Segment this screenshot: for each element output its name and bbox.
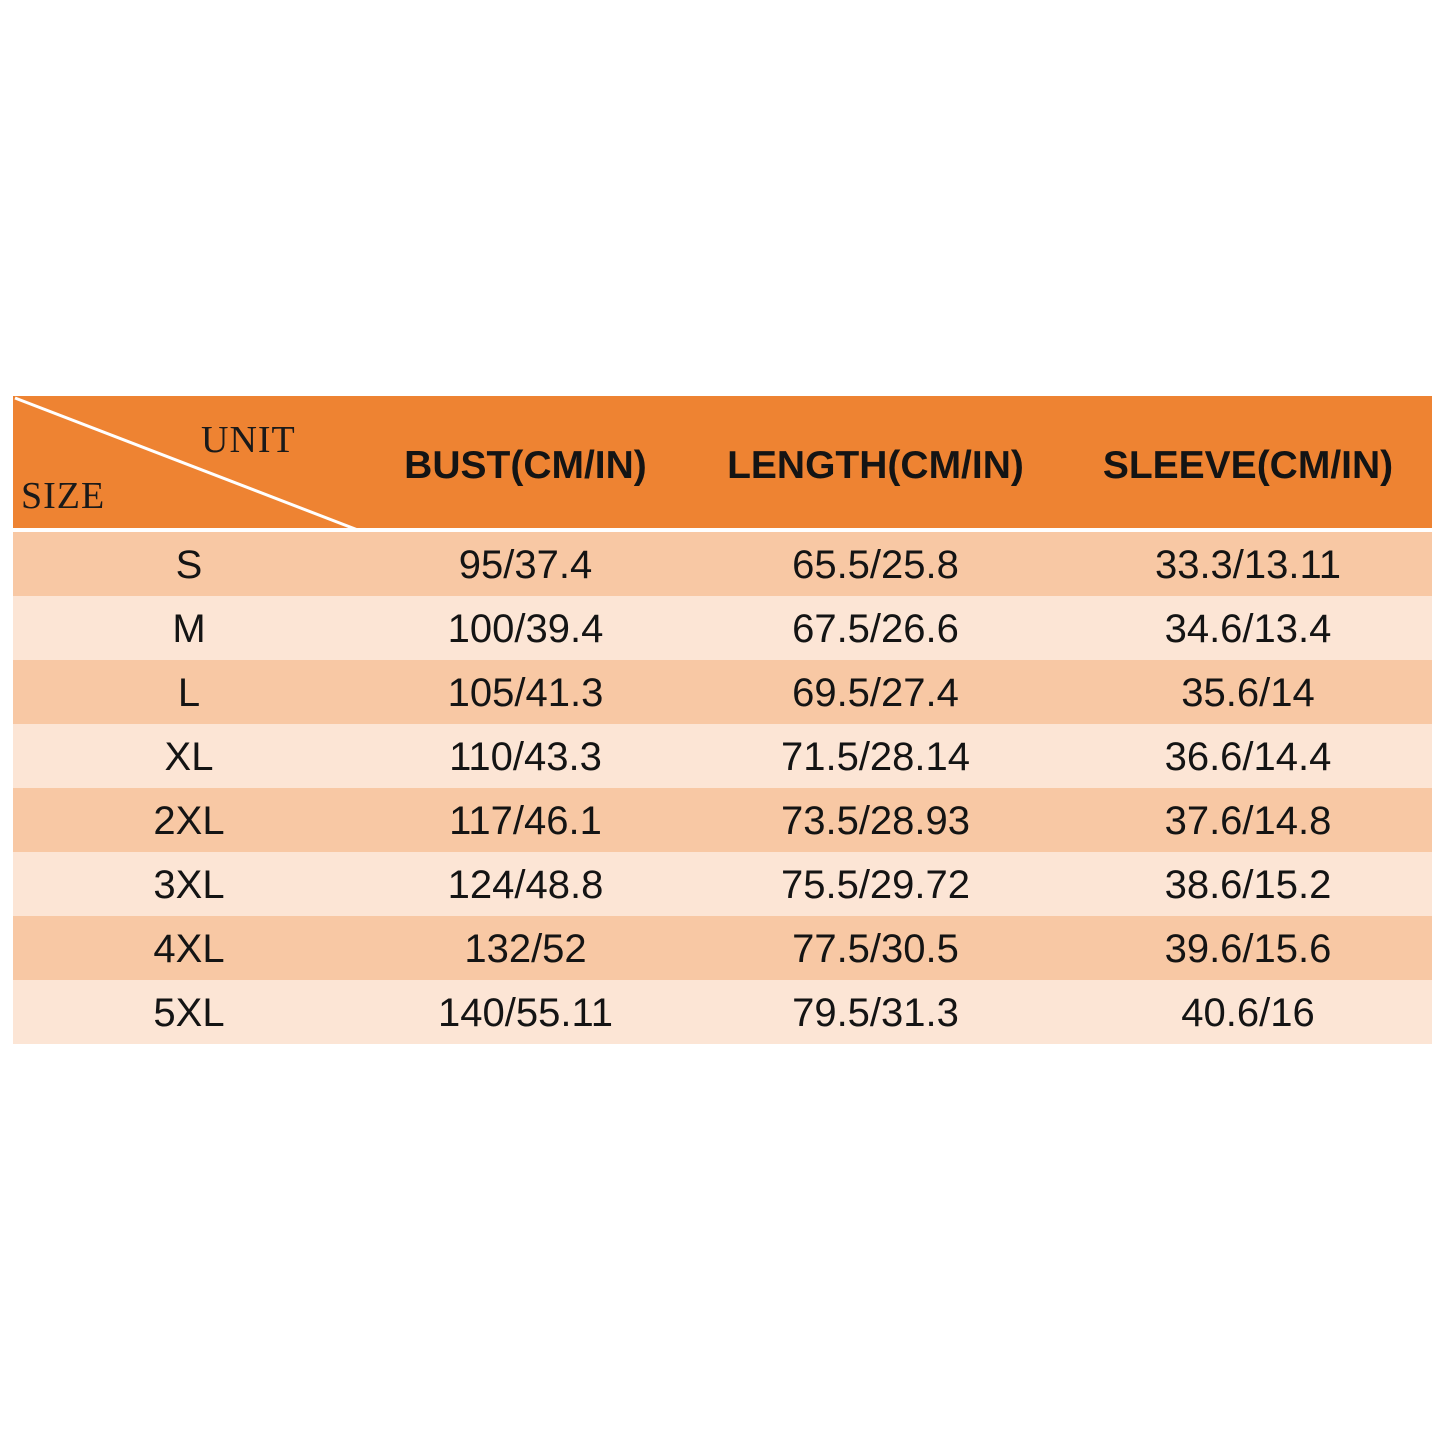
corner-cell xyxy=(13,396,365,532)
bust-cell: 100/39.4 xyxy=(447,607,604,651)
sleeve-cell: 35.6/14 xyxy=(1181,671,1315,715)
table-row xyxy=(13,916,1432,980)
bust-cell: 124/48.8 xyxy=(447,863,604,907)
size-cell: 5XL xyxy=(153,991,225,1035)
bust-cell: 132/52 xyxy=(464,927,587,971)
size-cell: 2XL xyxy=(153,799,225,843)
sleeve-cell: 34.6/13.4 xyxy=(1164,607,1332,651)
length-cell: 73.5/28.93 xyxy=(780,799,971,843)
column-header-length: LENGTH(CM/IN) xyxy=(727,444,1024,487)
corner-unit-label: UNIT xyxy=(201,419,296,461)
bust-cell: 110/43.3 xyxy=(449,735,602,779)
length-cell: 77.5/30.5 xyxy=(792,927,959,971)
length-cell: 79.5/31.3 xyxy=(792,991,959,1035)
sleeve-cell: 38.6/15.2 xyxy=(1164,863,1332,907)
sleeve-cell: 37.6/14.8 xyxy=(1164,799,1332,843)
bust-cell: 140/55.11 xyxy=(438,991,613,1035)
table-row xyxy=(13,532,1432,596)
column-header-sleeve: SLEEVE(CM/IN) xyxy=(1102,444,1394,487)
length-cell: 65.5/25.8 xyxy=(792,543,959,587)
bust-cell: 95/37.4 xyxy=(458,543,593,587)
size-cell: M xyxy=(172,607,206,651)
bust-cell: 105/41.3 xyxy=(447,671,604,715)
size-chart-table xyxy=(13,396,1432,1044)
size-cell: S xyxy=(175,543,203,587)
table-row xyxy=(13,788,1432,852)
length-cell: 71.5/28.14 xyxy=(780,735,971,779)
sleeve-cell: 39.6/15.6 xyxy=(1164,927,1332,971)
size-cell: L xyxy=(177,671,201,715)
bust-cell: 117/46.1 xyxy=(449,799,602,843)
table-row xyxy=(13,724,1432,788)
column-header-bust: BUST(CM/IN) xyxy=(404,444,647,487)
length-cell: 69.5/27.4 xyxy=(792,671,959,715)
length-cell: 75.5/29.72 xyxy=(780,863,971,907)
length-cell: 67.5/26.6 xyxy=(792,607,959,651)
table-row xyxy=(13,980,1432,1044)
table-header-row xyxy=(13,396,1432,532)
sleeve-cell: 40.6/16 xyxy=(1181,991,1315,1035)
size-cell: XL xyxy=(164,735,214,779)
sleeve-cell: 33.3/13.11 xyxy=(1154,543,1342,587)
sleeve-cell: 36.6/14.4 xyxy=(1164,735,1332,779)
size-cell: 3XL xyxy=(153,863,225,907)
table-row xyxy=(13,660,1432,724)
table-row xyxy=(13,852,1432,916)
table-row xyxy=(13,596,1432,660)
size-cell: 4XL xyxy=(153,927,225,971)
corner-size-label: SIZE xyxy=(21,475,106,517)
